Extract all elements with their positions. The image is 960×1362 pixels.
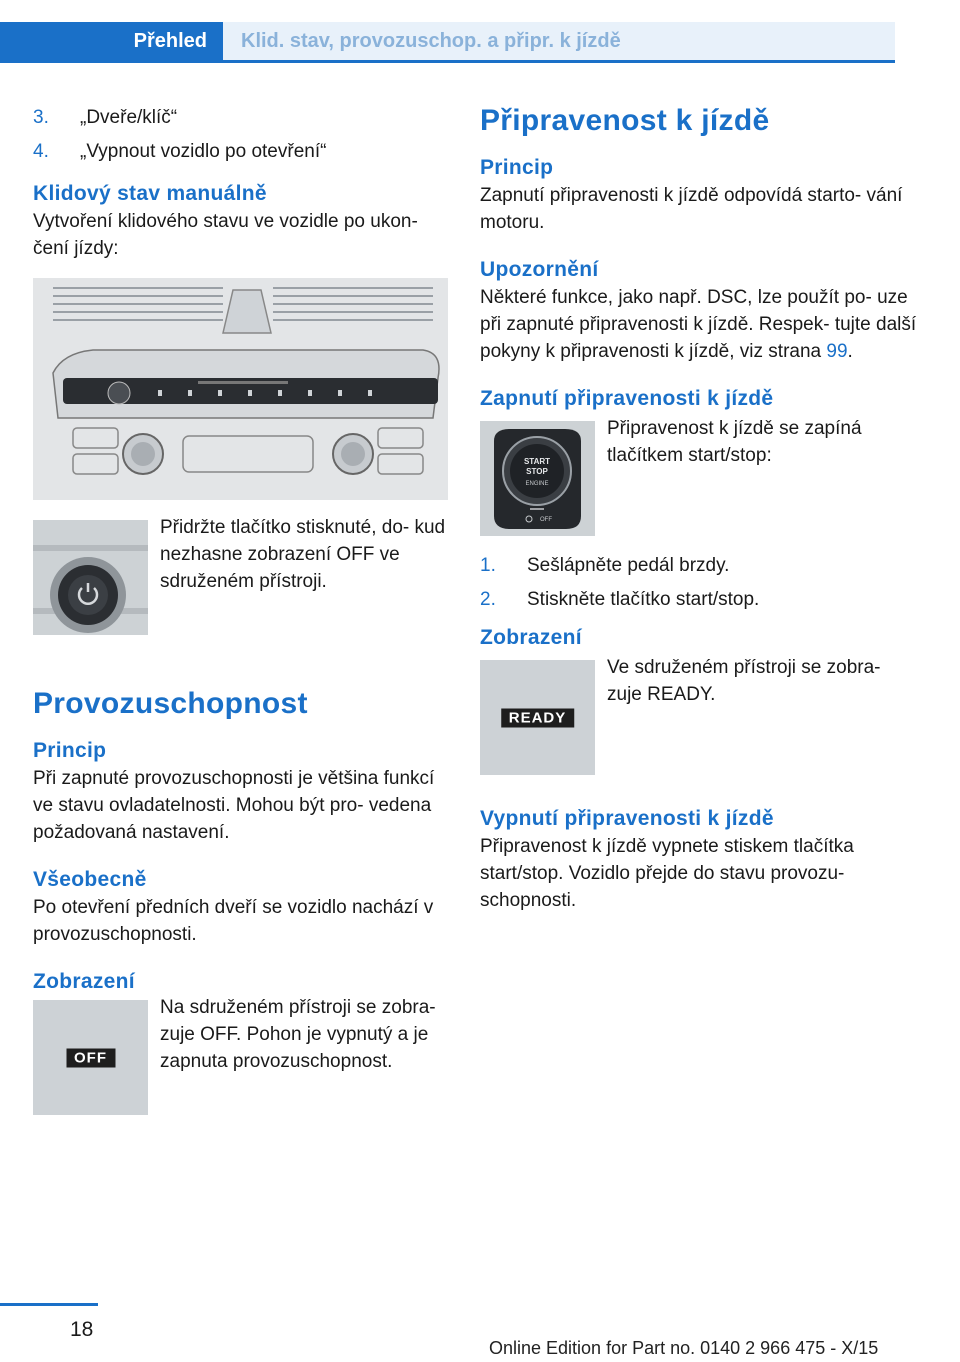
subsection-heading: Princip [480, 156, 554, 179]
ready-display-label: READY [501, 708, 575, 727]
page-number: 18 [70, 1318, 94, 1341]
page-reference-link[interactable]: 99 [826, 341, 848, 362]
paragraph: Po otevření předních dveří se vozidlo nachází v provozuschopnosti. [33, 897, 434, 945]
power-button-image [33, 520, 148, 635]
step-number: 4. [33, 141, 49, 162]
step-number: 1. [480, 555, 496, 576]
engine-label: ENGINE [525, 481, 549, 487]
step-text: „Vypnout vozidlo po otevření“ [80, 141, 327, 162]
off-display-image [33, 1000, 148, 1115]
ready-display-image [480, 660, 595, 775]
section-title: Provozuschopnost [33, 687, 308, 720]
subsection-heading: Vypnutí připravenosti k jízdě [480, 807, 774, 830]
figure-row [33, 997, 448, 1115]
list-item [33, 138, 448, 166]
section-tab[interactable]: Klid. stav, provozuschop. a připr. k jízdě [223, 22, 895, 60]
auto-off-label: OFF [540, 517, 552, 523]
subsection-heading: Princip [33, 739, 107, 762]
figure-row [480, 657, 920, 775]
figure-caption: Přidržte tlačítko stisknuté, do- kud nezhasne zobrazení OFF ve sdruženém přístroji. [160, 517, 446, 592]
subsection-heading: Zobrazení [480, 626, 582, 649]
start-stop-button-image [480, 421, 595, 536]
warning-text: Některé funkce, jako např. DSC, lze použít po- uze při zapnuté připravenosti k jízdě. Respek- tujte další pokyny k připravenosti k jízdě, viz strana [480, 287, 917, 362]
footer-rule [0, 1303, 98, 1306]
chapter-tab[interactable]: Přehled [0, 22, 223, 60]
step-text: Stiskněte tlačítko start/stop. [527, 589, 760, 610]
subsection-heading: Zapnutí připravenosti k jízdě [480, 387, 774, 410]
figure-caption: Ve sdruženém přístroji se zobra- zuje READY. [607, 657, 881, 705]
paragraph: Vytvoření klidového stavu ve vozidle po ukon- čení jízdy: [33, 211, 418, 259]
section-title: Připravenost k jízdě [480, 104, 770, 137]
step-number: 3. [33, 107, 49, 128]
edition-note: Online Edition for Part no. 0140 2 966 475 - X/15 [489, 1338, 879, 1358]
paragraph: Připravenost k jízdě vypnete stiskem tlačítka start/stop. Vozidlo přejde do stavu provozu- schopnosti. [480, 836, 854, 911]
figure-caption: Připravenost k jízdě se zapíná tlačítkem start/stop: [607, 418, 862, 466]
list-item [480, 552, 920, 580]
subsection-heading: Všeobecně [33, 868, 147, 891]
stop-label: STOP [526, 467, 548, 476]
page-header [0, 22, 895, 62]
dashboard-panel-image [33, 278, 448, 500]
figure-row [480, 418, 920, 536]
list-item [480, 586, 920, 614]
paragraph: Zapnutí připravenosti k jízdě odpovídá starto- vání motoru. [480, 185, 903, 233]
start-label: START [523, 457, 551, 466]
right-column [480, 104, 920, 914]
step-number: 2. [480, 589, 496, 610]
header-rule [0, 60, 895, 63]
paragraph: Při zapnuté provozuschopnosti je většina funkcí ve stavu ovladatelnosti. Mohou být pro- vedena požadovaná nastavení. [33, 768, 435, 843]
subsection-heading: Zobrazení [33, 970, 135, 993]
left-column [33, 104, 448, 1115]
paragraph: Některé funkce, jako např. DSC, lze použít po- uze při zapnuté připravenosti k jízdě. Respek- tujte další pokyny k připravenosti k jízdě, viz strana 99. [480, 287, 917, 362]
figure-row [33, 517, 448, 635]
figure-caption: Na sdruženém přístroji se zobra- zuje OFF. Pohon je vypnutý a je zapnuta provozuschopnost. [160, 997, 436, 1072]
step-text: Sešlápněte pedál brzdy. [527, 555, 730, 576]
off-display-label: OFF [66, 1048, 115, 1067]
subsection-heading: Upozornění [480, 258, 599, 281]
section-heading: Klidový stav manuálně [33, 182, 267, 205]
list-item [33, 104, 448, 132]
step-text: „Dveře/klíč“ [80, 107, 178, 128]
